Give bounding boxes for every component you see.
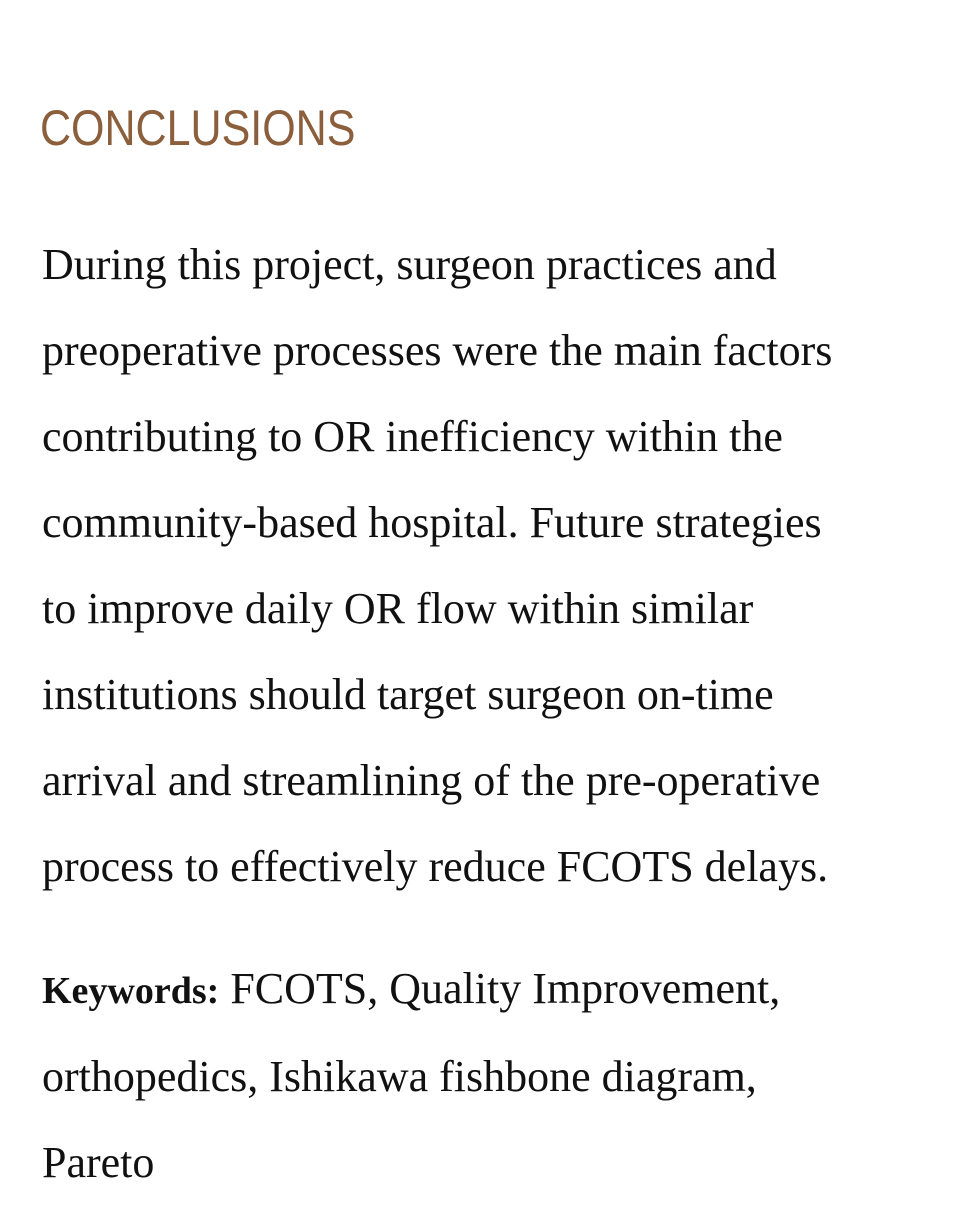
keywords-block	[42, 946, 952, 1206]
keywords-line: Pareto	[42, 1138, 155, 1187]
paragraph-line: institutions should target surgeon on-time	[42, 670, 774, 719]
paragraph-line: to improve daily OR flow within similar	[42, 584, 754, 633]
keywords-line	[42, 946, 952, 1034]
paragraph-line: arrival and streamlining of the pre-operative	[42, 756, 821, 805]
section-heading: CONCLUSIONS	[40, 100, 356, 156]
paragraph-line: process to effectively reduce FCOTS delays.	[42, 842, 829, 891]
paragraph-line: preoperative processes were the main factors	[42, 326, 833, 375]
keywords-text: FCOTS, Quality Improvement,	[219, 964, 781, 1013]
paragraph-line: community-based hospital. Future strategies	[42, 498, 822, 547]
paragraph-line: contributing to OR inefficiency within the	[42, 412, 783, 461]
keywords-line: orthopedics, Ishikawa fishbone diagram,	[42, 1052, 757, 1101]
paragraph-line: During this project, surgeon practices and	[42, 240, 777, 289]
conclusions-paragraph	[42, 222, 952, 910]
keywords-label: Keywords:	[42, 970, 220, 1012]
